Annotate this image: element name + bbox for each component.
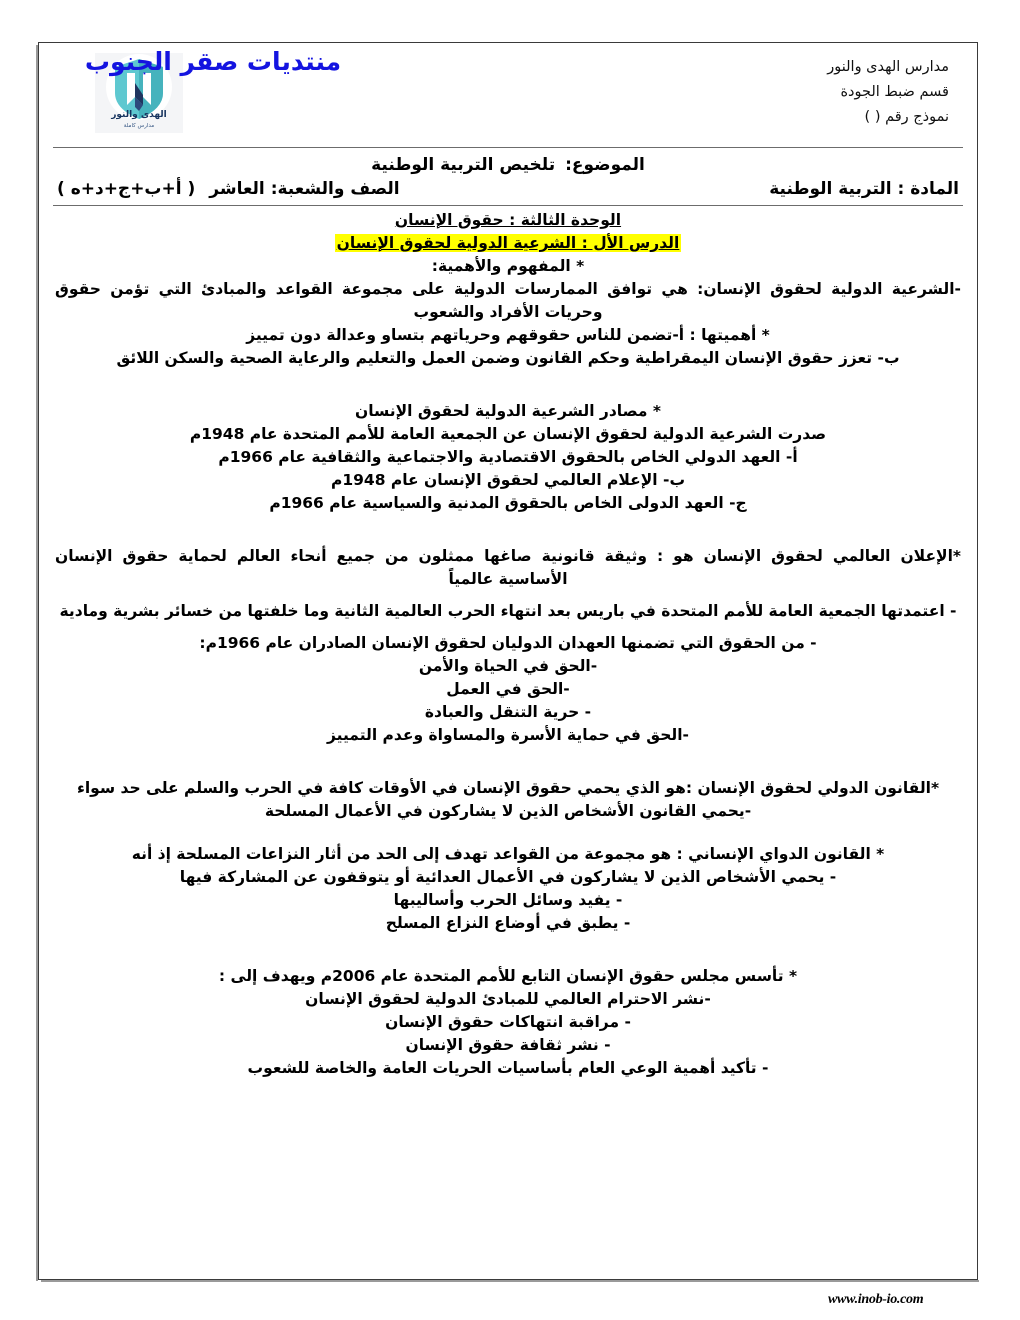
section-line: - نشر ثقافة حقوق الإنسان <box>405 1036 611 1054</box>
class-label: الصف والشعبة: <box>270 179 400 199</box>
section-line: ج- العهد الدولى الخاص بالحقوق المدنية والسياسية عام 1966م <box>269 494 747 512</box>
section-line: *القانون الدولي لحقوق الإنسان :هو الذي يحمي حقوق الإنسان في الأوقات كافة في الحرب والسلم على حد سواء <box>76 779 940 797</box>
logo-name: الهدى والنور <box>111 110 167 120</box>
subject-value: تلخيص التربية الوطنية <box>371 155 556 175</box>
school-name: مدارس الهدى والنور <box>827 59 949 75</box>
material-value: التربية الوطنية <box>769 179 892 199</box>
unit-line: الوحدة الثالثة : حقوق الإنسان <box>394 211 622 229</box>
forum-watermark-banner: منتديات صقر الجنوب <box>84 47 342 76</box>
section-line: *الإعلان العالمي لحقوق الإنسان هو : وثيقة قانونية صاغها ممثلون من جميع أنحاء العالم لحماية حقوق الإنسان الأساسية عالمياً <box>55 547 961 588</box>
logo-subtitle: مدارس كاملة <box>123 123 155 129</box>
section-line: ب- تعزز حقوق الإنسان اليمقراطية وحكم القانون وضمن العمل والتعليم والرعاية الصحية والسكن اللائق <box>116 349 900 367</box>
section-line: * تأسس مجلس حقوق الإنسان التابع للأمم المتحدة عام 2006م ويهدف إلى : <box>218 967 798 985</box>
section-line: * القانون الدواي الإنساني : هو مجموعة من القواعد تهدف إلى الحد من أثار النزاعات المسلحة إذ أنه <box>131 845 885 863</box>
form-number: نموذج رقم ( ) <box>864 109 949 125</box>
section-line: -نشر الاحترام العالمي للمبادئ الدولية لحقوق الإنسان <box>305 990 711 1008</box>
section-line: صدرت الشرعية الدولية لحقوق الإنسان عن الجمعية العامة للأمم المتحدة عام 1948م <box>189 425 827 443</box>
class-group <box>57 179 460 199</box>
school-info-block <box>827 55 949 130</box>
site-watermark-text: www.inob-io.com <box>828 1292 924 1307</box>
lesson-line-wrap <box>53 232 963 255</box>
section-line: - اعتمدتها الجمعية العامة للأمم المتحدة في باريس بعد انتهاء الحرب العالمية الثانية وما خلفتها من خسائر بشرية ومادية <box>59 602 957 620</box>
material-group <box>759 179 959 199</box>
document-header <box>53 43 963 147</box>
section-line: - حرية التنقل والعبادة <box>424 703 592 721</box>
section-line: - من الحقوق التي تضمنها العهدان الدوليان لحقوق الإنسان الصادران عام 1966م: <box>199 634 817 652</box>
section-line: -يحمي القانون الأشخاص الذين لا يشاركون في الأعمال المسلحة <box>264 802 752 820</box>
document-body <box>53 206 963 1080</box>
section-line: أ- العهد الدولي الخاص بالحقوق الاقتصادية والاجتماعية والثقافية عام 1966م <box>218 448 798 466</box>
lesson-line-highlighted: الدرس الأل : الشرعية الدولية لحقوق الإنسان <box>336 234 680 252</box>
class-material-row <box>53 177 963 205</box>
class-sections: ( أ+ب+ج+د+ه ) <box>57 179 196 199</box>
subject-label: الموضوع: <box>565 155 645 175</box>
quality-department: قسم ضبط الجودة <box>840 84 949 100</box>
section-line: -الشرعية الدولية لحقوق الإنسان: هي توافق الممارسات الدولية على مجموعة القواعد والمبادئ التي تؤمن حقوق وحريات الأفراد والشعوب <box>55 280 961 321</box>
section-line: - تأكيد أهمية الوعي العام بأساسيات الحريات العامة والخاصة للشعوب <box>247 1059 769 1077</box>
material-label: المادة : <box>897 179 959 199</box>
unit-line-wrap <box>53 209 963 232</box>
document-page <box>38 42 978 1280</box>
section-line: ب- الإعلام العالمي لحقوق الإنسان عام 1948م <box>330 471 686 489</box>
site-watermark <box>0 1288 1020 1308</box>
subject-row <box>53 148 963 177</box>
section-line: * أهميتها : أ-تضمن للناس حقوقهم وحرياتهم بتساو وعدالة دون تمييز <box>246 326 770 344</box>
section-line: -الحق في الحياة والأمن <box>418 657 598 675</box>
section-line: -الحق في حماية الأسرة والمساواة وعدم التمييز <box>327 726 689 744</box>
section-line: -الحق في العمل <box>446 680 570 698</box>
section-line: - يطبق في أوضاع النزاع المسلح <box>385 914 631 932</box>
section-heading-sources: * مصادر الشرعية الدولية لحقوق الإنسان <box>354 402 661 420</box>
section-line: - مراقبة انتهاكات حقوق الإنسان <box>385 1013 631 1031</box>
section-line: - يفيد وسائل الحرب وأساليبها <box>393 891 623 909</box>
class-value: العاشر <box>209 179 265 199</box>
page-inner <box>39 43 977 1279</box>
section-line: - يحمي الأشخاص الذين لا يشاركون في الأعمال العدائية أو يتوقفون عن المشاركة فيها <box>179 868 837 886</box>
section-heading-concept: * المفهوم والأهمية: <box>431 257 585 275</box>
